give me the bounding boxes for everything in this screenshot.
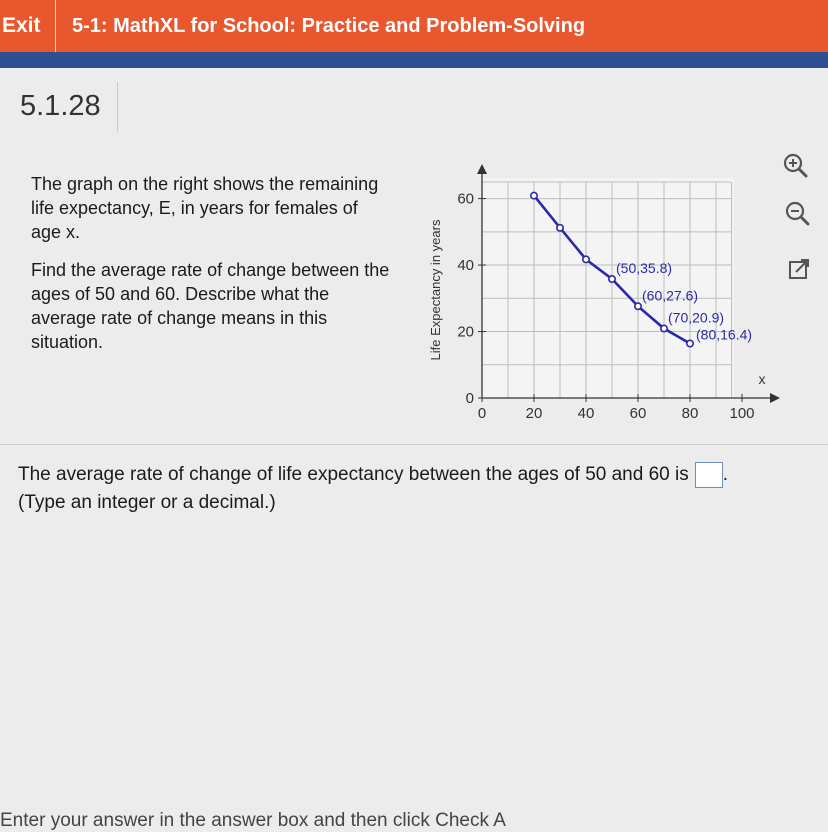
data-point	[635, 303, 641, 309]
data-point	[583, 256, 589, 262]
point-annotation: (80,16.4)	[696, 326, 753, 343]
assignment-title: 5-1: MathXL for School: Practice and Problem-Solving	[72, 14, 586, 37]
x-tick-label: 20	[525, 405, 543, 422]
y-tick-label: 0	[465, 390, 474, 407]
point-annotation: (50,35.8)	[616, 260, 673, 277]
zoom-out-icon[interactable]	[784, 200, 810, 226]
x-tick-label: 80	[681, 405, 699, 422]
point-annotation: (60,27.6)	[642, 287, 699, 304]
x-tick-label: 60	[629, 405, 647, 422]
answer-hint: (Type an integer or a decimal.)	[18, 492, 276, 513]
answer-suffix: .	[722, 464, 729, 485]
answer-statement	[18, 462, 818, 488]
answer-input-box[interactable]	[695, 462, 723, 488]
data-point	[609, 276, 615, 282]
y-axis-label: Life Expectancy in years	[428, 219, 443, 361]
x-tick-label: 0	[477, 405, 487, 422]
exit-button[interactable]: Exit	[0, 0, 56, 52]
zoom-in-icon[interactable]	[782, 152, 808, 178]
open-external-icon[interactable]	[786, 256, 812, 282]
data-point	[557, 225, 563, 231]
x-tick-label: 100	[729, 405, 755, 422]
x-axis-arrow	[770, 393, 780, 403]
top-bar	[0, 0, 828, 52]
section-divider	[0, 444, 828, 445]
data-point	[531, 192, 537, 198]
question-paragraph-1: The graph on the right shows the remaining life expectancy, E, in years for females of age x.	[31, 174, 379, 242]
question-text	[31, 172, 391, 368]
data-point	[661, 325, 667, 331]
x-axis-label: x	[758, 371, 766, 387]
y-axis-arrow	[477, 164, 487, 174]
question-paragraph-2: Find the average rate of change between the ages of 50 and 60. Describe what the average rate of change means in this situation.	[31, 260, 390, 352]
instruction-footer: Enter your answer in the answer box and then click Check A	[0, 810, 506, 831]
problem-number: 5.1.28	[0, 82, 118, 132]
point-annotation: (70,20.9)	[668, 309, 725, 326]
y-tick-label: 60	[457, 190, 474, 208]
y-tick-label: 20	[457, 323, 474, 341]
blue-banner	[0, 52, 828, 68]
life-expectancy-graph	[420, 150, 780, 440]
answer-prompt: The average rate of change of life expectancy between the ages of 50 and 60 is	[18, 464, 689, 485]
data-point	[687, 340, 693, 346]
y-tick-label: 40	[457, 257, 474, 275]
x-tick-label: 40	[577, 405, 595, 422]
